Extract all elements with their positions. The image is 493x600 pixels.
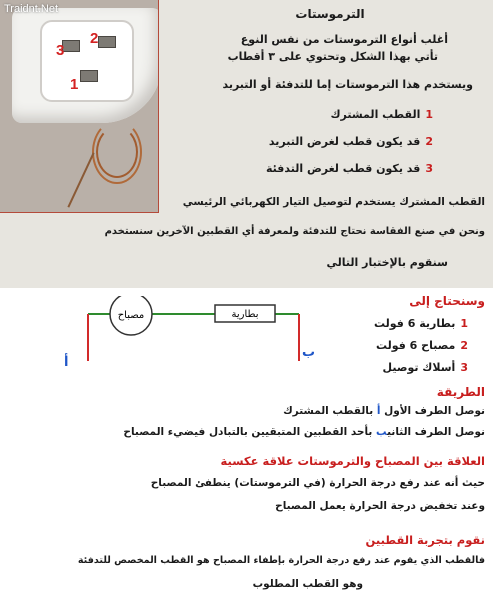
pole-3-text: قد يكون قطب لغرض التدفئة: [266, 162, 421, 175]
pole-1: [330, 108, 433, 121]
need-2-text: مصباح 6 فولت: [375, 339, 456, 352]
battery-label: بطارية: [231, 309, 259, 320]
lamp-label: مصباح: [117, 310, 145, 321]
point-b-label: ب: [302, 345, 316, 360]
method-line-1-mark: أ: [376, 405, 381, 417]
intro-line-1: أغلب أنواع الترموستات من نفس النوع: [240, 33, 448, 46]
test-intro: سنقوم بالإختبار التالي: [326, 256, 448, 269]
need-1-text: بطارية 6 فولت: [374, 317, 456, 330]
thermostat-body: [40, 20, 134, 102]
need-2: [376, 339, 468, 352]
terminal-2: [98, 36, 116, 48]
photo-label-3: 3: [56, 42, 65, 59]
method-line-2-start: نوصل الطرف الثاني: [387, 426, 485, 438]
pole-2-number: 2: [425, 135, 433, 148]
need-1: [374, 317, 468, 330]
method-line-2-end: بأحد القطبين المتبقيين بالتبادل فيضيء المصباح: [123, 426, 373, 438]
pole-3-number: 3: [425, 162, 433, 175]
pole-1-number: 1: [425, 108, 433, 121]
intro-line-2: تأتي بهذا الشكل وتحتوي على ٣ أقطاب: [227, 50, 438, 63]
relation-heading: العلاقة بين المصباح والترموستات علاقة عكسية: [220, 454, 485, 468]
thermostat-photo: [0, 0, 159, 213]
pole-1-text: القطب المشترك: [330, 108, 421, 121]
slide-title: الترموستات: [295, 7, 365, 21]
pole-2: [269, 135, 433, 148]
experiment-line-1: فالقطب الذي يقوم عند رفع درجة الحرارة بإطفاء المصباح هو القطب المخصص للتدفئة: [77, 555, 485, 566]
pole-2-text: قد يكون قطب لغرض التبريد: [268, 135, 421, 148]
method-heading: الطريقة: [436, 385, 485, 399]
method-line-1: [283, 405, 485, 417]
method-line-2-mark: ب: [376, 426, 388, 438]
common-pole-usage: القطب المشترك يستخدم لتوصيل التيار الكهربائي الرئيسي: [182, 196, 485, 208]
need-3-text: أسلاك توصيل: [382, 361, 456, 374]
relation-line-1: حيث أنه عند رفع درجة الحرارة (في الترموستات) ينطفئ المصباح: [150, 477, 485, 489]
usage-text: ويستخدم هذا الترموستات إما للتدفئة أو التبريد: [222, 78, 473, 91]
top-slide: [0, 0, 493, 288]
hatchery-need: ونحن في صنع الفقاسة نحتاج للتدفئة ولمعرفة أي القطبين الآخرين سنستخدم: [104, 226, 485, 237]
photo-label-1: 1: [70, 76, 79, 93]
terminal-1: [80, 70, 98, 82]
watermark: Traidnt.Net: [4, 3, 59, 15]
method-line-1-start: نوصل الطرف الأول: [384, 405, 485, 417]
need-3-number: 3: [460, 361, 468, 374]
capillary-coil-inner: [96, 126, 138, 178]
experiment-heading: نقوم بتجربة القطبين: [365, 533, 485, 547]
need-2-number: 2: [460, 339, 468, 352]
relation-line-2: وعند تخفيض درجة الحرارة يعمل المصباح: [275, 500, 485, 512]
capillary-tube: [67, 152, 94, 207]
point-a-label: أ: [64, 355, 69, 370]
photo-label-2: 2: [90, 30, 99, 47]
needs-heading: وسنحتاج إلى: [409, 294, 485, 308]
need-1-number: 1: [460, 317, 468, 330]
need-3: [383, 361, 468, 374]
experiment-line-2: وهو القطب المطلوب: [252, 578, 363, 590]
circuit-diagram: [70, 296, 320, 366]
terminal-3: [62, 40, 80, 52]
method-line-2: [123, 426, 485, 438]
pole-3: [266, 162, 433, 175]
method-line-1-end: بالقطب المشترك: [283, 405, 374, 417]
